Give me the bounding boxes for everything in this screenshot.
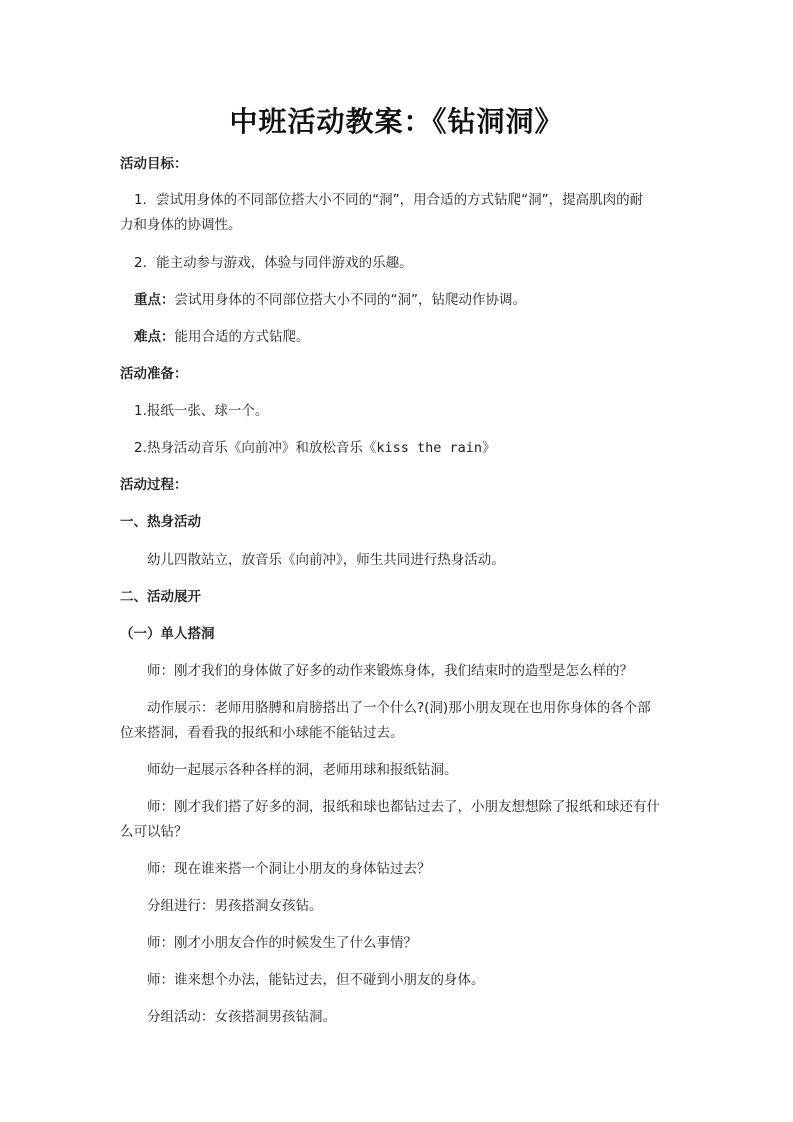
prep-heading: 活动准备： [120, 366, 188, 382]
prep-item-1: 1.报纸一张、球一个。 [134, 403, 269, 419]
goal-heading: 活动目标： [120, 156, 188, 172]
difficulty-text: 能用合适的方式钻爬。 [174, 329, 310, 345]
paragraph-1: 师：刚才我们的身体做了好多的动作来锻炼身体，我们结束时的造型是怎么样的？ [147, 663, 633, 679]
prep-item-2-text: 2.热身活动音乐《向前冲》和放松音乐《 [134, 440, 377, 456]
process-heading: 活动过程： [120, 477, 188, 493]
prep-item-2 [134, 436, 496, 460]
section-2-heading: 二、活动展开 [120, 589, 201, 605]
paragraph-2-line-2: 位来搭洞，看看我的报纸和小球能不能钻过去。 [120, 725, 404, 741]
paragraph-6: 分组进行：男孩搭洞女孩钻。 [147, 898, 323, 914]
prep-item-2-song: kiss the rain [376, 440, 483, 456]
key-point-text: 尝试用身体的不同部位搭大小不同的“洞”，钻爬动作协调。 [174, 292, 526, 308]
paragraph-7: 师：刚才小朋友合作的时候发生了什么事情？ [147, 935, 417, 951]
prep-item-2-close: 》 [482, 440, 496, 456]
paragraph-5: 师：现在谁来搭一个洞让小朋友的身体钻过去？ [147, 861, 431, 877]
key-point-label: 重点： [134, 292, 175, 308]
paragraph-4-line-1: 师：刚才我们搭了好多的洞，报纸和球也都钻过去了，小朋友想想除了报纸和球还有什 [147, 799, 660, 815]
difficulty-point [134, 325, 310, 349]
paragraph-8: 师：谁来想个办法，能钻过去，但不碰到小朋友的身体。 [147, 972, 485, 988]
paragraph-4-line-2: 么可以钻？ [120, 824, 188, 840]
paragraph-2-line-1: 动作展示：老师用胳膊和肩膀搭出了一个什么?(洞)那小朋友现在也用你身体的各个部 [147, 700, 651, 716]
page-title: 中班活动教案：《钻洞洞》 [229, 105, 564, 138]
paragraph-9: 分组活动：女孩搭洞男孩钻洞。 [147, 1009, 336, 1025]
goal-2: 2．能主动参与游戏，体验与同伴游戏的乐趣。 [134, 255, 413, 271]
goal-1-line-2: 力和身体的协调性。 [120, 217, 242, 233]
paragraph-3: 师幼一起展示各种各样的洞，老师用球和报纸钻洞。 [147, 762, 458, 778]
section-1-heading: 一、热身活动 [120, 514, 201, 530]
key-point [134, 288, 526, 312]
section-1-text: 幼儿四散站立，放音乐《向前冲》，师生共同进行热身活动。 [147, 552, 505, 568]
difficulty-label: 难点： [134, 329, 175, 345]
goal-1-line-1: 1．尝试用身体的不同部位搭大小不同的“洞”，用合适的方式钻爬“洞”，提高肌肉的耐 [134, 192, 644, 208]
subsection-1-heading: （一）单人搭洞 [120, 626, 215, 642]
